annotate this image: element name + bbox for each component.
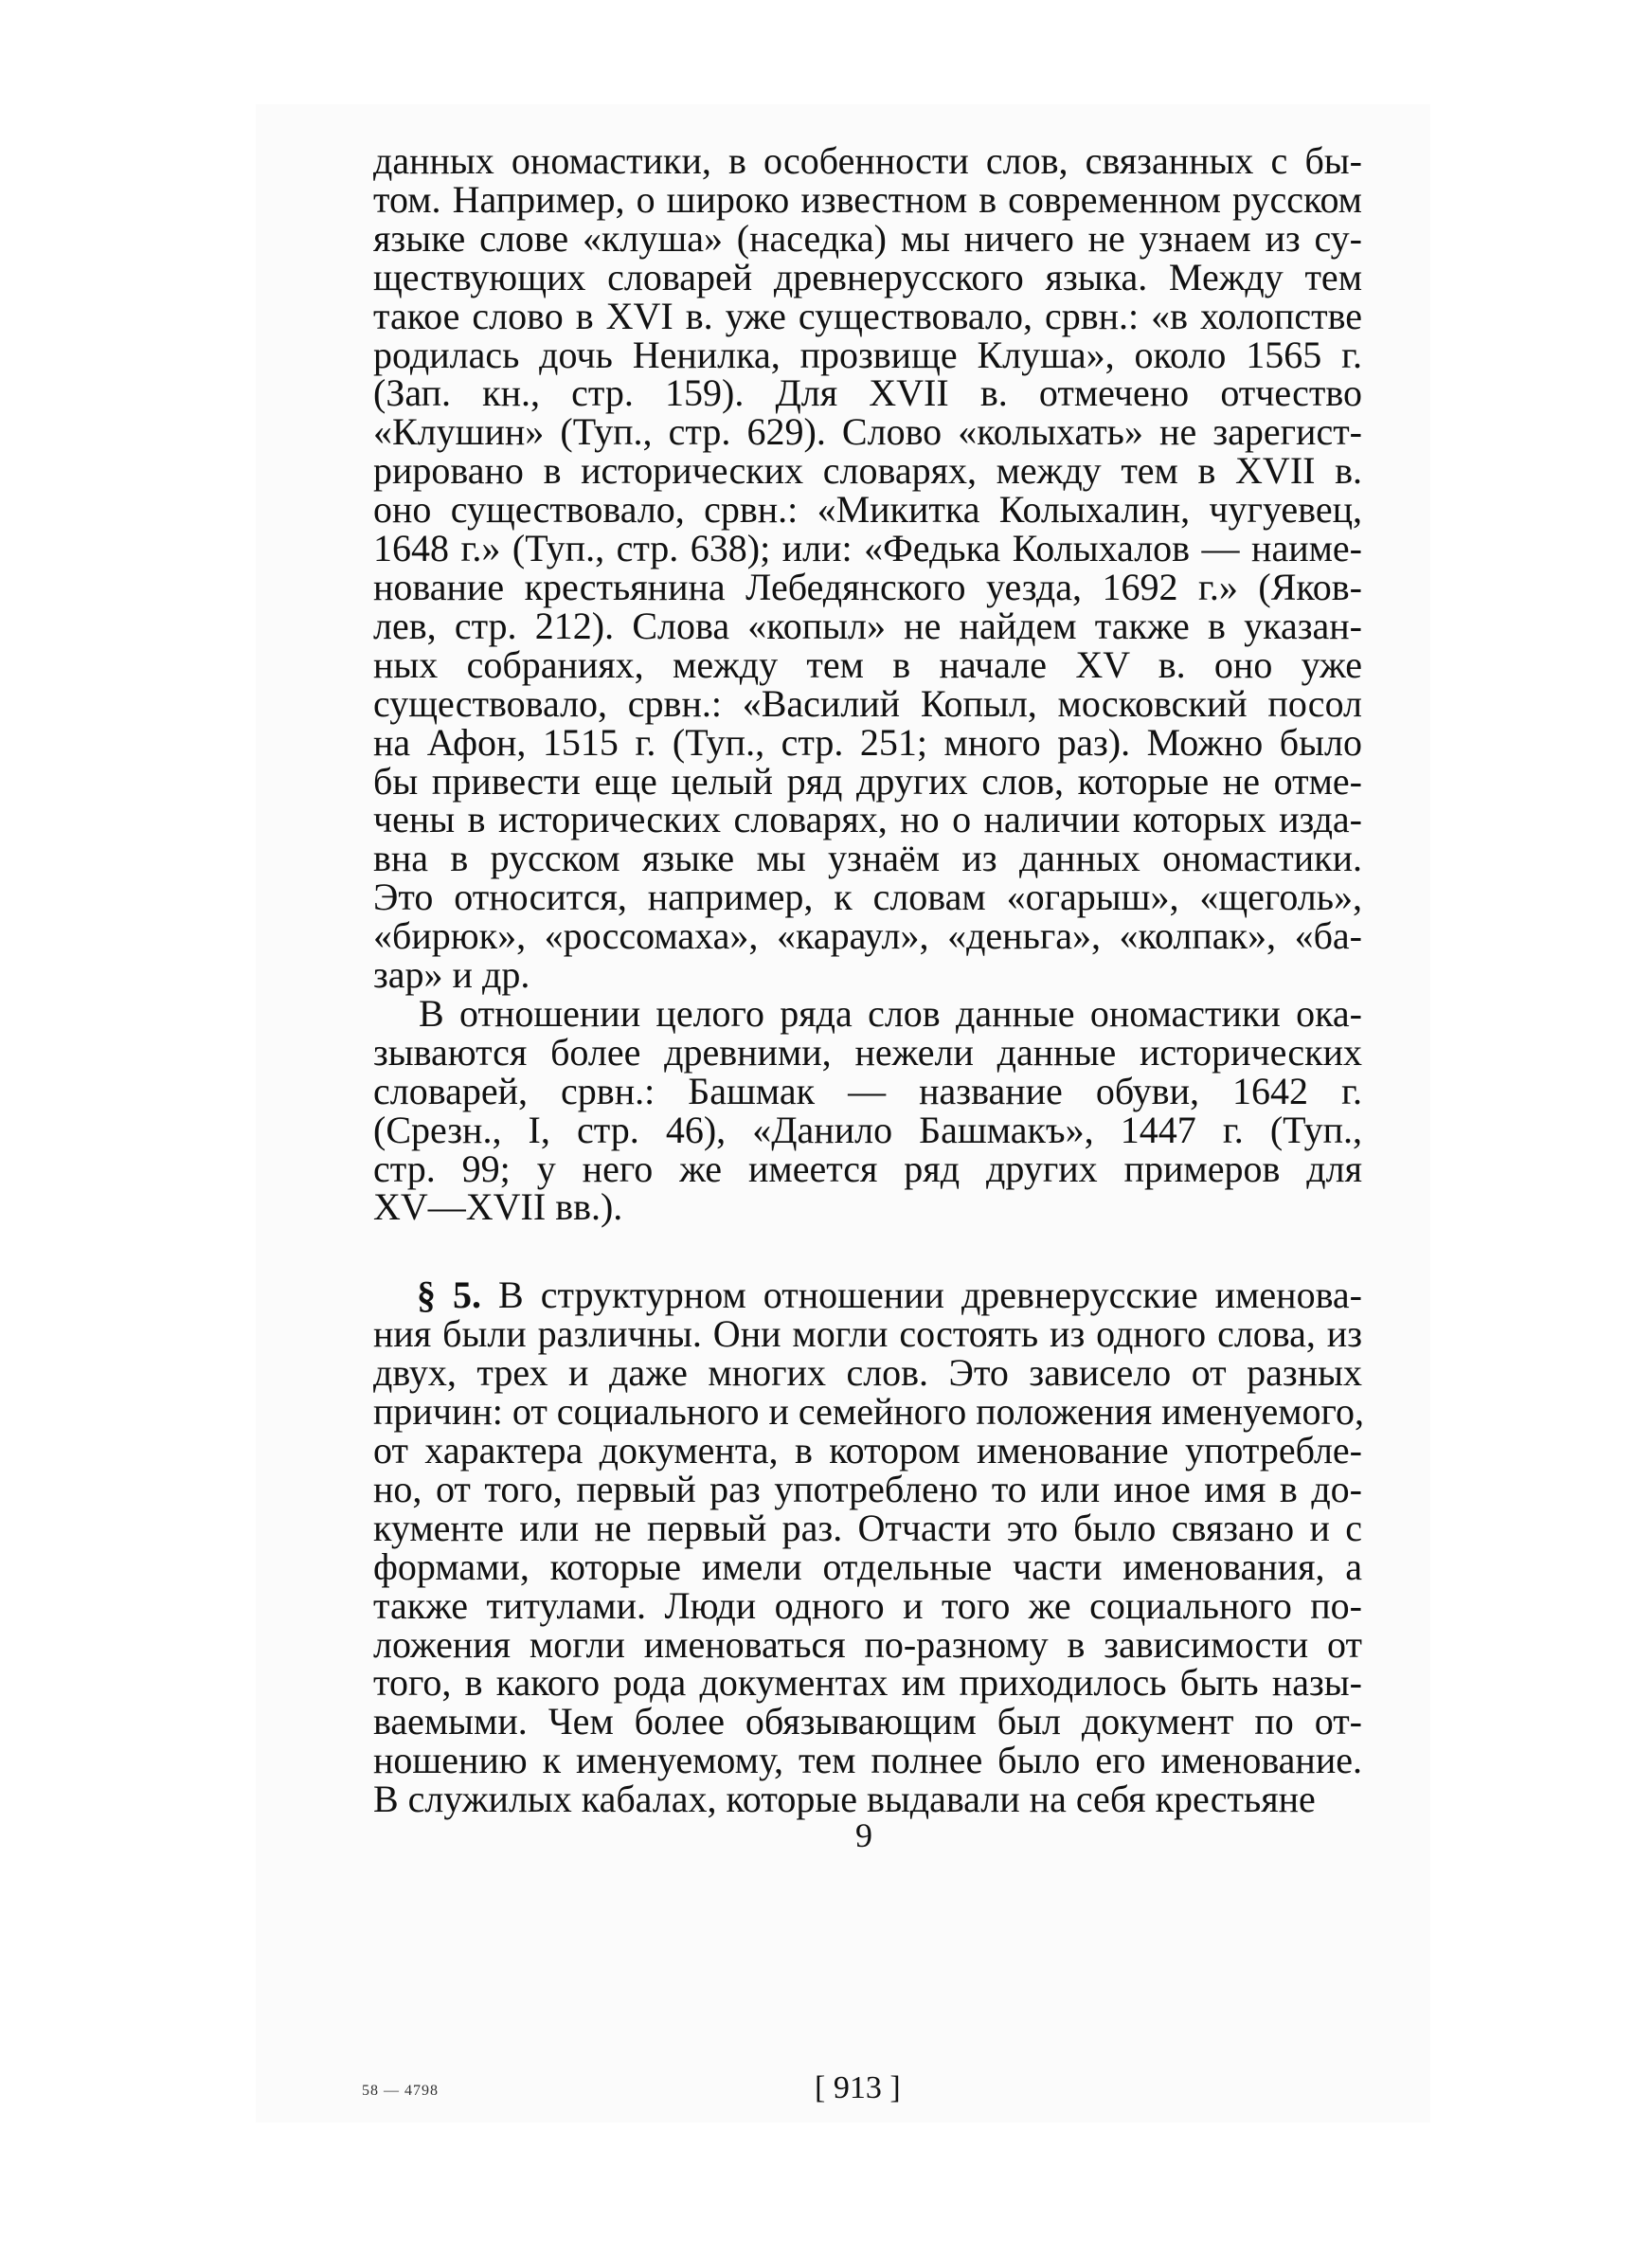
paragraph-1 (373, 139, 1362, 997)
text-line: лев, стр. 212). Слова «копыл» не найдем также в указан- (373, 604, 1362, 647)
text-line: данных ономастики, в особенности слов, связанных с бы- (373, 139, 1362, 182)
text-line: существовало, срвн.: «Василий Копыл, московский посол (373, 681, 1362, 725)
text-line: но, от того, первый раз употреблено то или иное имя в до- (373, 1467, 1362, 1510)
text-line: на Афон, 1515 г. (Туп., стр. 251; много раз). Можно было (373, 720, 1362, 764)
text-line: кументе или не первый раз. Отчасти это было связано и с (373, 1506, 1362, 1549)
text-line: ложения могли именоваться по-разному в зависимости от (373, 1622, 1362, 1666)
sheet-number: [ 913 ] (815, 2070, 901, 2105)
text-line: «Клушин» (Туп., стр. 629). Слово «колыхать» не зарегист- (373, 410, 1362, 454)
text-line: Это относится, например, к словам «огарыш», «щеголь», (373, 876, 1362, 919)
text-line: рировано в исторических словарях, между тем в XVII в. (373, 449, 1362, 493)
text-line: оно существовало, срвн.: «Микитка Колыхалин, чугуевец, (373, 488, 1362, 532)
text-line: ношению к именуемому, тем полнее было его именование. (373, 1739, 1362, 1782)
text-line: XV—XVII вв.). (373, 1185, 623, 1229)
text-line: родилась дочь Ненилка, прозвище Клуша», около 1565 г. (373, 333, 1362, 376)
text-line: 1648 г.» (Туп., стр. 638); или: «Федька Колыхалов — наиме- (373, 527, 1362, 570)
text-line: В отношении целого ряда слов данные ономастики ока- (419, 991, 1362, 1035)
text-line: вна в русском языке мы узнаём из данных ономастики. (373, 837, 1362, 880)
text-line: том. Например, о широко известном в современном русском (373, 177, 1362, 221)
text-line: чены в исторических словарях, но о наличии которых изда- (373, 798, 1362, 841)
text-line: зываются более древними, нежели данные исторических (373, 1030, 1362, 1074)
paragraph-3 (373, 1273, 1364, 1821)
section-mark: § 5. (417, 1273, 482, 1317)
text-line: зар» и др. (373, 953, 530, 997)
text-line: двух, трех и даже многих слов. Это зависело от разных (373, 1351, 1362, 1395)
paragraph-2 (373, 991, 1362, 1229)
text-line: формами, которые имели отдельные части именования, а (373, 1544, 1362, 1588)
text-line: ных собраниях, между тем в начале XV в. оно уже (373, 642, 1362, 686)
text-line: (Срезн., I, стр. 46), «Данило Башмакъ», 1447 г. (Туп., (373, 1108, 1362, 1151)
text-line: также титулами. Люди одного и того же социального по- (373, 1583, 1362, 1627)
text-line: бы привести еще целый ряд других слов, которые не отме- (373, 759, 1362, 803)
text-line-with-section (373, 1273, 1362, 1317)
text-line: стр. 99; у него же имеется ряд других примеров для (373, 1147, 1362, 1190)
text-line: от характера документа, в котором именование употребле- (373, 1429, 1362, 1472)
text-line: словарей, срвн.: Башмак — название обуви, 1642 г. (373, 1069, 1362, 1112)
text-line: В служилых кабалах, которые выдавали на себя крестьяне (373, 1778, 1316, 1821)
text-line: (Зап. кн., стр. 159). Для XVII в. отмечено отчество (373, 371, 1362, 415)
body-text (373, 139, 1364, 1821)
text-line: причин: от социального и семейного положения именуемого, (373, 1390, 1364, 1434)
text-line: нование крестьянина Лебедянского уезда, 1692 г.» (Яков- (373, 565, 1362, 608)
text-line: «бирюк», «россомаха», «караул», «деньга», «колпак», «ба- (373, 914, 1362, 958)
print-signature: 58 — 4798 (362, 2083, 439, 2099)
text-line-rest: В структурном отношении древнерусские именова- (481, 1273, 1362, 1317)
text-line: такое слово в XVI в. уже существовало, срвн.: «в холопстве (373, 294, 1362, 337)
text-line: ваемыми. Чем более обязывающим был документ по от- (373, 1700, 1362, 1743)
text-line: языке слове «клуша» (наседка) мы ничего не узнаем из су- (373, 216, 1362, 260)
text-line: ния были различны. Они могли состоять из одного слова, из (373, 1312, 1362, 1356)
page-number: 9 (855, 1816, 872, 1854)
text-line: того, в какого рода документах им приходилось быть назы- (373, 1661, 1362, 1705)
text-line: ществующих словарей древнерусского языка. Между тем (373, 255, 1362, 298)
